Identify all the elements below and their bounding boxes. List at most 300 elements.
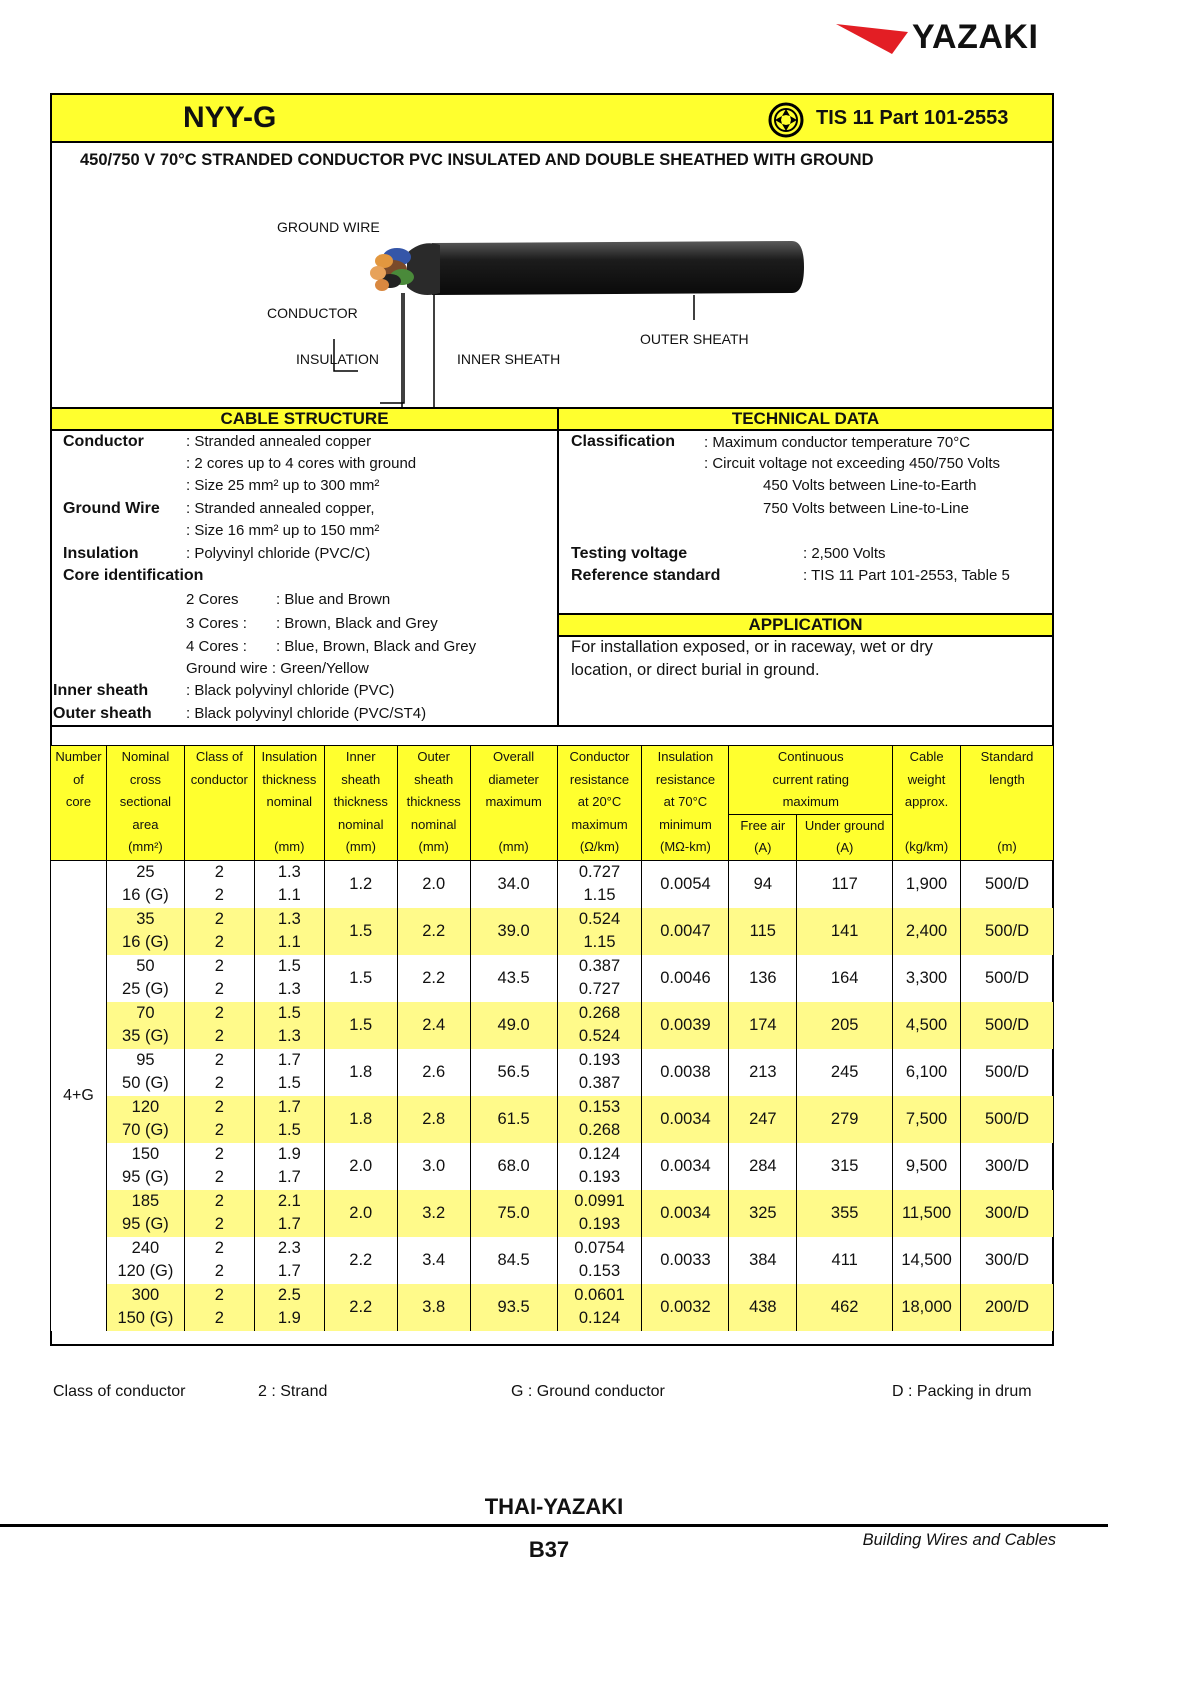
cell-ins (254, 1284, 324, 1331)
header-current-rating (729, 746, 893, 815)
header-text: at 70°C (663, 794, 708, 809)
cell-line: 25 (136, 862, 155, 881)
cell-outer: 3.2 (397, 1190, 470, 1237)
header-text: Inner (345, 749, 376, 764)
cell-dia: 75.0 (470, 1190, 557, 1237)
cell-line: 120 (G) (117, 1262, 174, 1280)
standard-reference: TIS 11 Part 101-2553 (816, 107, 1009, 129)
cell-line: 0.193 (578, 1050, 621, 1069)
cell-line: 1.3 (277, 1027, 301, 1045)
cell-ug: 141 (797, 908, 893, 955)
core-row-4-cores: 4 Cores : (186, 638, 247, 655)
cell-dia: 49.0 (470, 1002, 557, 1049)
cell-line: 2 (214, 1168, 224, 1186)
cell-inner: 2.0 (324, 1143, 397, 1190)
cell-line: 70 (G) (122, 1121, 169, 1139)
tis-certification-icon (768, 102, 808, 138)
header-text: current rating (772, 771, 850, 787)
cell-outer: 3.8 (397, 1284, 470, 1331)
cell-res (557, 955, 642, 1002)
label-ground-wire: GROUND WIRE (277, 219, 380, 235)
technical-data-heading: TECHNICAL DATA (559, 407, 1052, 431)
classification-line-1: : Maximum conductor temperature 70°C (704, 434, 971, 451)
cell-ug: 315 (797, 1143, 893, 1190)
cell-line: 2.3 (277, 1238, 301, 1257)
cell-wt: 11,500 (893, 1190, 961, 1237)
header-text: Under ground (804, 817, 885, 833)
cell-dia: 84.5 (470, 1237, 557, 1284)
conductor-label: Conductor (63, 433, 144, 450)
cell-ug: 279 (797, 1096, 893, 1143)
cell-line: 0.0991 (574, 1191, 625, 1210)
ground-wire-line-2: : Size 16 mm² up to 150 mm² (186, 522, 380, 539)
table-row (51, 1096, 1054, 1143)
header-text: diameter (488, 771, 539, 787)
header-text: nominal (410, 816, 457, 832)
cell-wt: 3,300 (893, 955, 961, 1002)
cell-line: 2 (214, 1050, 224, 1069)
header-text: thickness (333, 794, 388, 809)
cell-line: 150 (131, 1144, 160, 1163)
cell-line: 95 (G) (122, 1215, 169, 1233)
cell-line: 1.1 (277, 933, 301, 951)
inner-sheath-label: Inner sheath (53, 682, 149, 699)
conductor-line-1: : Stranded annealed copper (186, 433, 372, 450)
cell-area (106, 1190, 184, 1237)
cell-line: 0.727 (578, 862, 621, 881)
outer-sheath-value: : Black polyvinyl chloride (PVC/ST4) (186, 705, 427, 722)
cell-air: 284 (729, 1143, 797, 1190)
cell-line: 2 (214, 1027, 224, 1045)
inner-sheath-value: : Black polyvinyl chloride (PVC) (186, 682, 395, 699)
table-row (51, 908, 1054, 955)
cell-air: 136 (729, 955, 797, 1002)
header-text: Outer (417, 749, 450, 764)
header-inner-sheath (324, 746, 397, 861)
header-text: sectional (119, 794, 172, 809)
header-insulation-thickness (254, 746, 324, 861)
cell-line: 2.5 (277, 1285, 301, 1304)
cell-line: 25 (G) (122, 980, 169, 998)
core-row-3-colors: : Brown, Black and Grey (276, 615, 438, 632)
header-text: maximum (485, 794, 542, 809)
cell-ug: 411 (797, 1237, 893, 1284)
header-insulation-resistance (642, 746, 729, 861)
header-free-air (729, 814, 797, 860)
cell-wt: 6,100 (893, 1049, 961, 1096)
cell-line: 70 (136, 1003, 155, 1022)
legend-class-label: Class of conductor (53, 1383, 186, 1400)
cell-inner: 1.5 (324, 908, 397, 955)
header-cable-weight (893, 746, 961, 861)
header-text: at 20°C (577, 794, 622, 809)
cell-ir: 0.0039 (642, 1002, 729, 1049)
cable-structure-heading: CABLE STRUCTURE (52, 407, 557, 431)
header-text: (kg/km) (904, 839, 949, 854)
footer-rule (0, 1524, 1108, 1527)
ground-wire-label: Ground Wire (63, 500, 160, 517)
cell-line: 1.3 (277, 980, 301, 998)
table-row (51, 1049, 1054, 1096)
cell-air: 438 (729, 1284, 797, 1331)
header-outer-sheath (397, 746, 470, 861)
cell-line: 35 (136, 909, 155, 928)
cell-ug: 462 (797, 1284, 893, 1331)
cable-description: 450/750 V 70°C STRANDED CONDUCTOR PVC INSULATED AND DOUBLE SHEATHED WITH GROUND (80, 151, 874, 169)
header-text: maximum (782, 794, 839, 809)
cell-res (557, 908, 642, 955)
cell-len: 200/D (961, 1284, 1054, 1331)
cell-ins (254, 1049, 324, 1096)
cell-line: 1.3 (277, 862, 301, 881)
cell-line: 150 (G) (117, 1309, 174, 1327)
core-row-2-colors: : Blue and Brown (276, 591, 391, 608)
cell-dia: 68.0 (470, 1143, 557, 1190)
header-text: Continuous (777, 749, 844, 764)
cell-line: 95 (G) (122, 1168, 169, 1186)
cell-ir: 0.0033 (642, 1237, 729, 1284)
cell-ins (254, 1190, 324, 1237)
header-text: sheath (341, 771, 381, 787)
cell-area (106, 860, 184, 908)
core-row-3-cores: 3 Cores : (186, 615, 247, 632)
header-text: length (989, 771, 1025, 787)
core-identification-label: Core identification (63, 567, 204, 584)
cell-len: 500/D (961, 1049, 1054, 1096)
cell-line: 300 (131, 1285, 160, 1304)
table-row (51, 955, 1054, 1002)
cell-ug: 205 (797, 1002, 893, 1049)
table-row (51, 1143, 1054, 1190)
header-spacer (961, 791, 1053, 814)
cell-line: 0.0601 (574, 1285, 625, 1304)
cell-line: 0.153 (578, 1262, 621, 1280)
legend-ground: G : Ground conductor (511, 1383, 665, 1400)
cell-air: 384 (729, 1237, 797, 1284)
cell-res (557, 1049, 642, 1096)
cell-cls (184, 1049, 254, 1096)
header-text: nominal (337, 816, 384, 832)
cell-outer: 2.8 (397, 1096, 470, 1143)
core-row-4-colors: : Blue, Brown, Black and Grey (276, 638, 477, 655)
cell-line: 240 (131, 1238, 160, 1257)
cell-area (106, 1002, 184, 1049)
outer-sheath-label: Outer sheath (53, 705, 152, 722)
spec-table-body (51, 860, 1054, 1331)
cell-line: 0.153 (578, 1097, 621, 1116)
cell-line: 1.15 (583, 886, 616, 904)
cell-air: 247 (729, 1096, 797, 1143)
classification-label: Classification (571, 433, 676, 450)
cell-wt: 7,500 (893, 1096, 961, 1143)
cell-ins (254, 955, 324, 1002)
cell-air: 213 (729, 1049, 797, 1096)
cable-spec-table (50, 745, 1054, 1331)
cell-outer: 2.2 (397, 955, 470, 1002)
header-text: (MΩ-km) (660, 839, 711, 854)
spec-sheet-frame (50, 93, 1054, 1346)
cell-outer: 2.0 (397, 860, 470, 908)
cell-ir: 0.0046 (642, 955, 729, 1002)
cell-len: 500/D (961, 1002, 1054, 1049)
insulation-value: : Polyvinyl chloride (PVC/C) (186, 545, 371, 562)
brand-logo (836, 18, 1056, 62)
header-spacer (471, 814, 557, 837)
label-conductor: CONDUCTOR (267, 305, 358, 321)
cell-area (106, 955, 184, 1002)
cell-air: 115 (729, 908, 797, 955)
testing-voltage-label: Testing voltage (571, 545, 688, 562)
cell-wt: 18,000 (893, 1284, 961, 1331)
cell-line: 1.7 (277, 1097, 301, 1116)
cell-wt: 1,900 (893, 860, 961, 908)
header-text: (A) (754, 840, 772, 855)
cell-area (106, 1284, 184, 1331)
cell-line: 2.1 (277, 1191, 301, 1210)
cell-line: 2 (214, 1003, 224, 1022)
cell-wt: 14,500 (893, 1237, 961, 1284)
cell-inner: 1.5 (324, 1002, 397, 1049)
cell-inner: 2.2 (324, 1284, 397, 1331)
cell-cls (184, 1096, 254, 1143)
header-text: (mm) (345, 839, 376, 854)
cell-line: 2 (214, 1309, 224, 1327)
cell-dia: 39.0 (470, 908, 557, 955)
header-text: (m) (997, 839, 1017, 854)
legend-strand: 2 : Strand (258, 1383, 328, 1400)
cell-len: 500/D (961, 860, 1054, 908)
header-text: resistance (569, 771, 630, 787)
core-row-2-cores: 2 Cores (186, 591, 239, 608)
header-text: weight (907, 771, 946, 787)
cable-diagram (52, 175, 1052, 407)
cell-len: 500/D (961, 1096, 1054, 1143)
cell-line: 0.124 (578, 1309, 621, 1327)
classification-line-3: 450 Volts between Line-to-Earth (763, 477, 977, 494)
cell-line: 0.387 (578, 956, 621, 975)
cell-ir: 0.0054 (642, 860, 729, 908)
cell-line: 2 (214, 1144, 224, 1163)
cell-air: 174 (729, 1002, 797, 1049)
header-text: resistance (655, 771, 716, 787)
cell-res (557, 1096, 642, 1143)
cell-dia: 34.0 (470, 860, 557, 908)
cell-line: 0.387 (578, 1074, 621, 1092)
header-text: (mm) (274, 839, 305, 854)
cell-line: 16 (G) (122, 933, 169, 951)
cell-line: 0.268 (578, 1003, 621, 1022)
cell-cls (184, 1237, 254, 1284)
header-text: sheath (414, 771, 454, 787)
cell-area (106, 1096, 184, 1143)
table-row (51, 1190, 1054, 1237)
cell-line: 120 (131, 1097, 160, 1116)
table-row (51, 1002, 1054, 1049)
cell-line: 2 (214, 956, 224, 975)
cell-cls (184, 1143, 254, 1190)
table-row (51, 1284, 1054, 1331)
ground-wire-line-1: : Stranded annealed copper, (186, 500, 375, 517)
cell-ins (254, 1237, 324, 1284)
header-text: (A) (836, 840, 854, 855)
header-nominal-area (106, 746, 184, 861)
header-text: Nominal (121, 749, 170, 764)
application-line-2: location, or direct burial in ground. (571, 661, 820, 679)
cell-line: 2 (214, 1191, 224, 1210)
cell-len: 300/D (961, 1143, 1054, 1190)
cell-res (557, 1190, 642, 1237)
header-text: Free air (740, 817, 786, 833)
header-text: (Ω/km) (579, 839, 620, 854)
cell-line: 1.3 (277, 909, 301, 928)
label-insulation: INSULATION (296, 351, 379, 367)
cell-dia: 43.5 (470, 955, 557, 1002)
header-standard-length (961, 746, 1054, 861)
cell-air: 325 (729, 1190, 797, 1237)
header-text: approx. (904, 794, 949, 809)
cell-outer: 2.6 (397, 1049, 470, 1096)
cell-len: 300/D (961, 1190, 1054, 1237)
cell-line: 1.9 (277, 1309, 301, 1327)
cell-line: 2 (214, 1121, 224, 1139)
cell-res (557, 1237, 642, 1284)
header-text: Overall (493, 749, 535, 764)
testing-voltage-value: : 2,500 Volts (803, 545, 886, 562)
cell-line: 1.5 (277, 956, 301, 975)
cell-area (106, 1143, 184, 1190)
cell-ir: 0.0034 (642, 1096, 729, 1143)
header-text: (mm²) (128, 839, 163, 854)
cell-line: 2 (214, 886, 224, 904)
cell-ir: 0.0034 (642, 1190, 729, 1237)
cell-line: 1.7 (277, 1215, 301, 1233)
header-text: Insulation (261, 749, 318, 764)
insulation-label: Insulation (63, 545, 139, 562)
header-number-of-core (51, 746, 107, 861)
cell-line: 0.193 (578, 1215, 621, 1233)
cell-dia: 93.5 (470, 1284, 557, 1331)
cell-line: 2 (214, 980, 224, 998)
cell-outer: 3.4 (397, 1237, 470, 1284)
cell-line: 95 (136, 1050, 155, 1069)
header-text: Cable (909, 749, 944, 764)
header-spacer (893, 814, 960, 837)
cell-line: 185 (131, 1191, 160, 1210)
cell-cls (184, 908, 254, 955)
cell-outer: 2.2 (397, 908, 470, 955)
cell-line: 1.15 (583, 933, 616, 951)
label-outer-sheath: OUTER SHEATH (640, 331, 749, 347)
cell-area (106, 1237, 184, 1284)
header-class-of-conductor (184, 746, 254, 861)
header-spacer (961, 814, 1053, 837)
header-conductor-resistance (557, 746, 642, 861)
cell-dia: 61.5 (470, 1096, 557, 1143)
cell-ug: 164 (797, 955, 893, 1002)
cell-line: 50 (136, 956, 155, 975)
cell-cls (184, 1002, 254, 1049)
ground-wire-color: Ground wire : Green/Yellow (186, 660, 369, 677)
cell-line: 1.5 (277, 1121, 301, 1139)
cell-res (557, 1284, 642, 1331)
section-divider (557, 407, 559, 725)
cell-line: 0.268 (578, 1121, 621, 1139)
cell-air: 94 (729, 860, 797, 908)
cell-ir: 0.0047 (642, 908, 729, 955)
cell-line: 2 (214, 1285, 224, 1304)
header-spacer (255, 814, 324, 837)
classification-line-4: 750 Volts between Line-to-Line (763, 500, 969, 517)
cell-ins (254, 860, 324, 908)
cell-inner: 1.2 (324, 860, 397, 908)
page-number: B37 (528, 1537, 570, 1562)
cell-res (557, 1143, 642, 1190)
cell-ir: 0.0032 (642, 1284, 729, 1331)
cell-area (106, 1049, 184, 1096)
footer-company: THAI-YAZAKI (484, 1494, 624, 1519)
header-text: (mm) (418, 839, 449, 854)
table-row (51, 860, 1054, 908)
header-overall-diameter (470, 746, 557, 861)
product-code: NYY-G (183, 101, 277, 134)
conductor-line-3: : Size 25 mm² up to 300 mm² (186, 477, 380, 494)
cell-ir: 0.0034 (642, 1143, 729, 1190)
cell-outer: 2.4 (397, 1002, 470, 1049)
header-text: Standard (980, 749, 1034, 764)
cell-line: 2 (214, 1097, 224, 1116)
header-text: area (132, 816, 159, 832)
cell-line: 0.524 (578, 1027, 621, 1045)
reference-standard-value: : TIS 11 Part 101-2553, Table 5 (803, 567, 1010, 584)
cell-ug: 245 (797, 1049, 893, 1096)
cell-ins (254, 1143, 324, 1190)
cell-line: 1.7 (277, 1050, 301, 1069)
cell-inner: 2.2 (324, 1237, 397, 1284)
header-text: (mm) (498, 839, 529, 854)
cell-ins (254, 908, 324, 955)
title-bar (52, 95, 1052, 143)
cell-line: 2 (214, 862, 224, 881)
cell-inner: 1.8 (324, 1049, 397, 1096)
cell-len: 300/D (961, 1237, 1054, 1284)
cell-inner: 2.0 (324, 1190, 397, 1237)
cell-line: 1.5 (277, 1074, 301, 1092)
header-text: thickness (262, 771, 317, 787)
label-inner-sheath: INNER SHEATH (457, 351, 561, 367)
cell-cls (184, 860, 254, 908)
cell-line: 35 (G) (122, 1027, 169, 1045)
cell-res (557, 1002, 642, 1049)
cell-outer: 3.0 (397, 1143, 470, 1190)
section-bottom-rule (52, 725, 1052, 727)
header-text: minimum (659, 816, 712, 832)
cell-line: 1.9 (277, 1144, 301, 1163)
cell-wt: 2,400 (893, 908, 961, 955)
cell-wt: 4,500 (893, 1002, 961, 1049)
legend-drum: D : Packing in drum (892, 1383, 1032, 1400)
cell-cls (184, 955, 254, 1002)
cell-line: 1.7 (277, 1168, 301, 1186)
header-text: thickness (406, 794, 461, 809)
cell-line: 50 (G) (122, 1074, 169, 1092)
cell-line: 2 (214, 909, 224, 928)
yazaki-logo-mark-icon (836, 24, 914, 56)
cell-line: 2 (214, 1074, 224, 1092)
header-text: conductor (190, 771, 248, 787)
cell-ug: 355 (797, 1190, 893, 1237)
header-text: Number (55, 749, 102, 764)
cell-len: 500/D (961, 908, 1054, 955)
